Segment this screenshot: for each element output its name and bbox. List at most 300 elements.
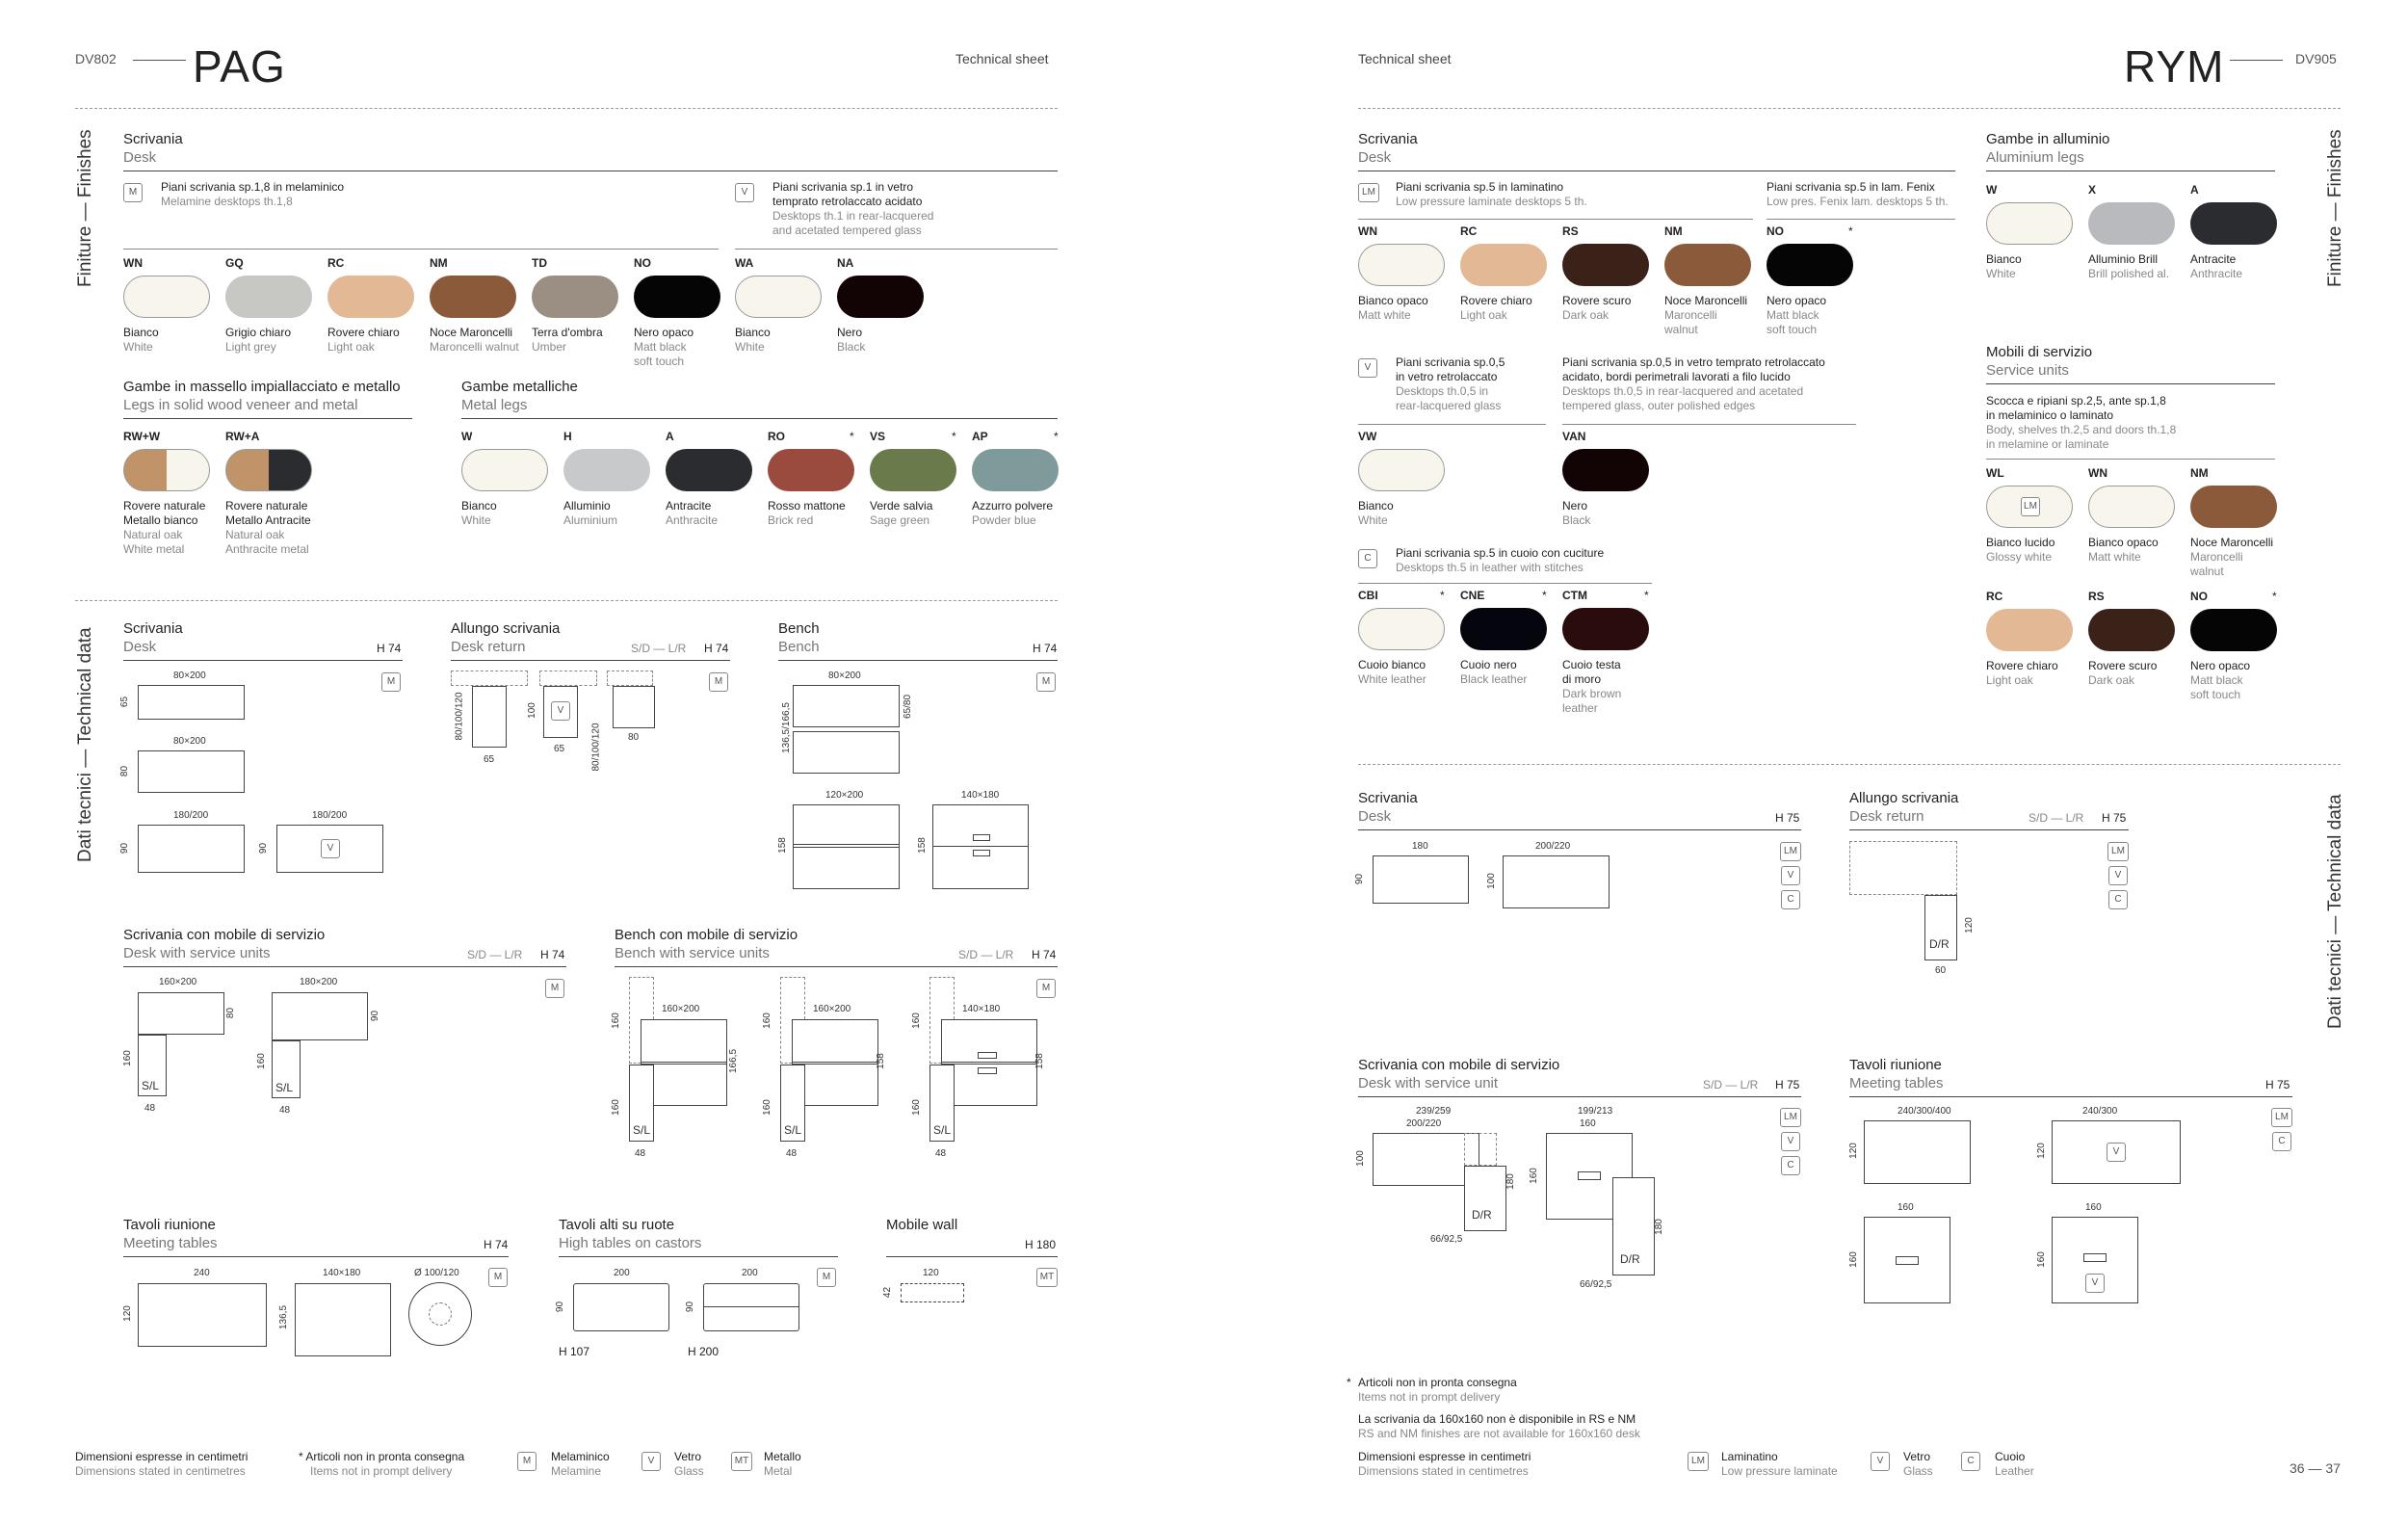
footer-note: * Articoli non in pronta consegna — [299, 1450, 465, 1463]
divider — [451, 660, 730, 661]
side-label: S/L — [933, 1123, 952, 1137]
glass-text: acidato, bordi perimetrali lavorati a filo lucido — [1562, 370, 1791, 383]
side-label: S/D — L/R — [1703, 1078, 1759, 1091]
bench-divider — [793, 844, 900, 848]
dimension-label: 160 — [1528, 1168, 1539, 1184]
finish-name-en: White metal — [123, 542, 185, 556]
divider — [559, 1256, 838, 1257]
dimension-label: 136,5/166,5 — [780, 702, 792, 753]
laminate-tag: LM — [2021, 497, 2040, 516]
side-label: S/L — [275, 1081, 294, 1094]
dimension-label: 180 — [1412, 841, 1428, 852]
side-label: S/L — [784, 1123, 802, 1137]
dimension-label: 180 — [1505, 1173, 1516, 1190]
desk-glass-text: Piani scrivania sp.1 in vetro — [772, 180, 914, 194]
finish-name-en: Maroncelli walnut — [430, 340, 519, 354]
legend-label-en: Melamine — [551, 1464, 602, 1478]
melamine-tag: M — [1036, 979, 1056, 998]
dimension-label: 200 — [742, 1268, 758, 1278]
finish-code: RS — [2088, 590, 2105, 603]
glass-text: Piani scrivania sp.0,5 — [1396, 355, 1505, 369]
side-title-finishes: Finiture — Finishes — [75, 129, 95, 287]
melamine-tag: M — [488, 1268, 508, 1287]
laminate-tag: LM — [1688, 1452, 1709, 1471]
desk-outline — [539, 670, 597, 686]
height-label: H 75 — [2265, 1078, 2290, 1091]
divider — [1986, 459, 2275, 460]
finish-swatch — [972, 449, 1059, 491]
finish-swatch — [2088, 486, 2175, 528]
side-label: S/D — L/R — [631, 642, 687, 655]
section-title: Gambe metalliche — [461, 379, 578, 395]
finish-name: Nero — [837, 326, 863, 339]
dimension-label: 48 — [279, 1105, 291, 1116]
dimension-label: 240/300/400 — [1898, 1106, 1951, 1117]
divider — [1358, 1096, 1801, 1097]
desk-glass-text-en: Desktops th.1 in rear-lacquered — [772, 209, 934, 223]
side-label: S/L — [142, 1079, 160, 1092]
section-subtitle: Desk — [123, 149, 157, 166]
glass-tag: V — [1781, 866, 1800, 885]
section-subtitle: Legs in solid wood veneer and metal — [123, 397, 358, 413]
not-in-stock-mark: * — [1440, 589, 1445, 602]
divider — [123, 660, 403, 661]
height-label: H 74 — [704, 642, 729, 655]
header-label: Technical sheet — [1358, 51, 1452, 66]
finish-swatch — [1767, 244, 1853, 286]
section-subtitle: Metal legs — [461, 397, 528, 413]
header-label: Technical sheet — [955, 51, 1049, 66]
glass-text-en: Desktops th.0,5 in — [1396, 384, 1489, 398]
finish-name-en: walnut — [1664, 323, 1698, 336]
not-in-stock-mark: * — [1644, 589, 1649, 602]
desk-glass-text-en: and acetated tempered glass — [772, 223, 922, 237]
legend-label: Melaminico — [551, 1450, 610, 1463]
dimension-label: 240/300 — [2082, 1106, 2118, 1117]
finish-swatch — [327, 276, 414, 318]
dimension-label: 48 — [935, 1148, 947, 1159]
finish-swatch — [768, 449, 854, 491]
desk-outline — [1849, 841, 1957, 895]
desk-glass-text: temprato retrolaccato acidato — [772, 195, 923, 208]
finish-name-en: Black leather — [1460, 672, 1528, 686]
finish-code: NA — [837, 256, 854, 270]
finish-swatch — [1664, 244, 1751, 286]
finish-name-en: Dark oak — [1562, 308, 1610, 322]
dimension-label: 48 — [144, 1103, 156, 1114]
glass-tag: V — [551, 701, 570, 721]
divider — [778, 660, 1058, 661]
finish-code: GQ — [225, 256, 244, 270]
divider — [1358, 108, 2341, 109]
section-title: Scrivania — [123, 131, 183, 147]
cable-box — [1578, 1171, 1601, 1180]
legend-label-en: Glass — [674, 1464, 704, 1478]
finish-code: TD — [532, 256, 547, 270]
finish-swatch — [1562, 608, 1649, 650]
section-subtitle: Desk return — [1849, 808, 1924, 825]
finish-name: Bianco opaco — [1358, 294, 1428, 307]
dimension-label: 160×200 — [159, 977, 197, 987]
footer-note: Dimensioni espresse in centimetri — [75, 1450, 249, 1463]
cable-box — [973, 834, 990, 841]
section-title: Scrivania — [123, 620, 183, 637]
dimension-label: 200/220 — [1535, 841, 1571, 852]
cable-box — [1896, 1256, 1919, 1265]
bench-drawing — [932, 804, 1029, 889]
side-label: S/D — L/R — [958, 948, 1014, 961]
finish-name-en: Glossy white — [1986, 550, 2053, 564]
finish-code: VAN — [1562, 430, 1586, 443]
finish-code: CTM — [1562, 589, 1587, 602]
dimension-label: 120 — [1963, 917, 1975, 933]
legend-label: Metallo — [764, 1450, 801, 1463]
divider — [1358, 424, 1546, 425]
dimension-label: 65 — [554, 744, 565, 754]
finish-name-en: Anthracite — [2190, 267, 2243, 280]
dimension-label: 100 — [1485, 873, 1497, 889]
footer-note: Dimensioni espresse in centimetri — [1358, 1450, 1531, 1463]
laminate-tag: LM — [2107, 842, 2129, 861]
finish-name: Nero opaco — [2190, 659, 2251, 672]
bench-drawing — [793, 685, 900, 727]
finish-swatch — [870, 449, 956, 491]
finish-name-en: White — [123, 340, 153, 354]
divider — [123, 249, 719, 250]
glass-text: Piani scrivania sp.0,5 in vetro temprato retrolaccato — [1562, 355, 1825, 369]
dimension-label: 160 — [910, 1012, 922, 1029]
glass-text: in vetro retrolaccato — [1396, 370, 1498, 383]
melamine-tag: M — [123, 183, 143, 202]
dimension-label: 65 — [119, 696, 131, 708]
finish-swatch — [532, 276, 618, 318]
dimension-label: 200 — [614, 1268, 630, 1278]
divider — [615, 966, 1058, 967]
not-in-stock-mark: * — [1848, 224, 1853, 238]
finish-name-en: Anthracite — [666, 513, 719, 527]
glass-tag: V — [735, 183, 754, 202]
glass-tag: V — [1358, 358, 1377, 378]
dimension-label: 120 — [1847, 1143, 1859, 1159]
finish-name-en: Matt white — [1358, 308, 1411, 322]
finish-name-en: Light oak — [1986, 673, 2033, 687]
finish-name: Metallo bianco — [123, 513, 198, 527]
laminate-tag: LM — [2271, 1108, 2292, 1127]
bench-divider — [932, 846, 1029, 847]
section-title: Allungo scrivania — [1849, 790, 1959, 806]
finish-swatch — [461, 449, 548, 491]
high-table-divider — [703, 1306, 799, 1307]
dimension-label: 160 — [121, 1050, 133, 1066]
dimension-label: 60 — [1935, 965, 1947, 976]
dimension-label: 199/213 — [1578, 1106, 1613, 1117]
finish-swatch — [1562, 244, 1649, 286]
legend-label-en: Metal — [764, 1464, 793, 1478]
side-label: D/R — [1472, 1208, 1492, 1222]
finish-name: Bianco opaco — [2088, 536, 2159, 549]
finish-code: RW+W — [123, 430, 161, 443]
finish-swatch — [2088, 202, 2175, 245]
high-table-drawing — [573, 1283, 669, 1331]
section-subtitle: Meeting tables — [1849, 1075, 1944, 1091]
finish-name: Cuoio nero — [1460, 658, 1517, 671]
finish-name: Azzurro polvere — [972, 499, 1054, 513]
finish-name: Nero — [1562, 499, 1588, 513]
dimension-label: 160 — [1898, 1202, 1914, 1213]
dimension-label: 120 — [2035, 1143, 2047, 1159]
product-code: DV802 — [75, 51, 117, 66]
dimension-label: 120 — [121, 1305, 133, 1322]
cable-box — [973, 850, 990, 856]
finish-swatch — [225, 276, 312, 318]
cable-box — [978, 1052, 997, 1059]
height-label: H 74 — [484, 1238, 509, 1251]
finish-code: H — [563, 430, 572, 443]
finish-code: NM — [2190, 466, 2209, 480]
height-label: H 75 — [1775, 811, 1800, 825]
finish-name-en: Light oak — [1460, 308, 1507, 322]
return-drawing — [472, 686, 507, 748]
dimension-label: 180/200 — [173, 810, 209, 821]
divider — [1849, 829, 2129, 830]
side-label: S/D — L/R — [467, 948, 523, 961]
dimension-label: 90 — [258, 842, 270, 855]
finish-swatch — [1562, 449, 1649, 491]
section-title: Tavoli riunione — [1849, 1057, 1942, 1073]
finish-name-en: Brill polished al. — [2088, 267, 2170, 280]
dimension-label: 90 — [685, 1301, 696, 1313]
dimension-label: 160 — [1847, 1251, 1859, 1268]
finish-code: RC — [1460, 224, 1478, 238]
melamine-tag: M — [381, 672, 401, 692]
dimension-label: 180 — [1653, 1219, 1664, 1235]
finish-code: VS — [870, 430, 886, 443]
finish-name-en: Dark oak — [2088, 673, 2135, 687]
dimension-label: 80×200 — [173, 736, 206, 747]
height-label: H 74 — [540, 948, 565, 961]
finish-code: NM — [1664, 224, 1683, 238]
section-title: Tavoli alti su ruote — [559, 1217, 675, 1233]
dimension-label: 80×200 — [173, 670, 206, 681]
dimension-label: 136,5 — [278, 1304, 290, 1330]
leather-tag: C — [1781, 890, 1800, 909]
finish-name-en: White — [461, 513, 491, 527]
finish-name: Noce Maroncelli — [1664, 294, 1748, 307]
divider — [1767, 219, 1955, 220]
desk-drawing — [138, 825, 245, 873]
finish-name-en: Black — [837, 340, 866, 354]
section-subtitle: Desk — [1358, 808, 1392, 825]
legend-label: Vetro — [674, 1450, 702, 1463]
leather-tag: C — [1358, 549, 1377, 568]
finish-name: Rovere naturale — [225, 499, 308, 513]
desk-drawing — [1503, 855, 1610, 908]
divider — [1358, 829, 1801, 830]
finish-name: Grigio chiaro — [225, 326, 292, 339]
dimension-label: 100 — [526, 702, 537, 719]
section-subtitle: Desk with service units — [123, 945, 271, 961]
section-subtitle: Desk — [123, 639, 157, 655]
metal-tag: MT — [1036, 1268, 1058, 1287]
finish-swatch — [1358, 449, 1445, 491]
dimension-label: 158 — [916, 837, 928, 854]
return-drawing — [613, 686, 655, 728]
dimension-label: 120 — [923, 1268, 939, 1278]
dimension-label: 120×200 — [825, 790, 864, 801]
desk-fenix-text-en: Low pres. Fenix lam. desktops 5 th. — [1767, 195, 1949, 208]
dimension-label: 160×200 — [662, 1004, 700, 1014]
section-title: Tavoli riunione — [123, 1217, 216, 1233]
leather-tag: C — [1961, 1452, 1980, 1471]
desk-drawing — [272, 992, 368, 1040]
not-in-stock-mark: * — [1542, 589, 1547, 602]
dimension-label: 160 — [255, 1053, 267, 1069]
finish-code: RC — [327, 256, 345, 270]
footer-note-en: Dimensions stated in centimetres — [1358, 1464, 1529, 1478]
product-name: PAG — [193, 41, 286, 92]
dimension-label: 180×200 — [300, 977, 338, 987]
dimension-label: 160 — [2035, 1251, 2047, 1268]
finish-code: WN — [1358, 224, 1377, 238]
finish-swatch — [2190, 486, 2277, 528]
melamine-tag: M — [709, 672, 728, 692]
dimension-label: 65/80 — [903, 694, 914, 720]
finish-name-en: Matt black — [634, 340, 687, 354]
section-subtitle: Bench — [778, 639, 820, 655]
finish-name: Bianco — [123, 326, 159, 339]
height-label: H 74 — [377, 642, 402, 655]
section-title: Mobili di servizio — [1986, 344, 2093, 360]
finish-code: NO — [634, 256, 651, 270]
side-title-technical: Dati tecnici — Technical data — [75, 627, 95, 862]
dimension-label: 90 — [370, 1010, 381, 1022]
leather-tag: C — [2108, 890, 2128, 909]
finish-name: Rosso mattone — [768, 499, 846, 513]
legend-label: Vetro — [1903, 1450, 1931, 1463]
height-label: H 107 — [559, 1345, 590, 1358]
laminate-tag: LM — [1358, 183, 1379, 202]
dimension-label: 90 — [1354, 873, 1366, 885]
divider — [886, 1256, 1058, 1257]
legend-label-en: Leather — [1995, 1464, 2034, 1478]
finish-name: Rovere chiaro — [327, 326, 400, 339]
dimension-label: 160 — [2085, 1202, 2102, 1213]
section-title: Mobile wall — [886, 1217, 958, 1233]
divider — [1562, 424, 1856, 425]
section-subtitle: Desk return — [451, 639, 526, 655]
finish-swatch — [735, 276, 822, 318]
height-label: H 75 — [2102, 811, 2127, 825]
section-subtitle: Service units — [1986, 362, 2069, 379]
finish-code: CNE — [1460, 589, 1485, 602]
finish-name-en: Natural oak — [225, 528, 285, 541]
legend-label: Laminatino — [1721, 1450, 1778, 1463]
desk-fenix-text: Piani scrivania sp.5 in lam. Fenix — [1767, 180, 1935, 194]
dimension-label: 65 — [484, 754, 495, 765]
dimension-label: 160×200 — [813, 1004, 851, 1014]
divider — [1358, 219, 1753, 220]
finish-name: Terra d'ombra — [532, 326, 603, 339]
dimension-label: 239/259 — [1416, 1106, 1452, 1117]
desk-melamine-text-en: Melamine desktops th.1,8 — [161, 195, 293, 208]
melamine-tag: M — [817, 1268, 836, 1287]
section-title: Bench con mobile di servizio — [615, 927, 798, 943]
glass-text-en: rear-lacquered glass — [1396, 399, 1502, 412]
section-subtitle: Bench with service units — [615, 945, 770, 961]
glass-tag: V — [321, 839, 340, 858]
finish-name: Rovere scuro — [2088, 659, 2158, 672]
desk-outline — [607, 670, 653, 686]
dimension-label: 80/100/120 — [590, 723, 602, 772]
leather-tag: C — [2272, 1132, 2291, 1151]
finish-code: A — [2190, 183, 2199, 197]
finish-name-en: White — [1986, 267, 2016, 280]
finish-swatch — [430, 276, 516, 318]
finish-code: NO — [2190, 590, 2208, 603]
finish-name-en: Natural oak — [123, 528, 183, 541]
leather-tag: C — [1781, 1156, 1800, 1175]
dimension-label: 158 — [1034, 1053, 1045, 1069]
melamine-tag: M — [545, 979, 564, 998]
meeting-table-drawing — [295, 1283, 391, 1356]
finish-name: Bianco — [735, 326, 771, 339]
desk-laminate-text: Piani scrivania sp.5 in laminatino — [1396, 180, 1564, 194]
finish-name-en: Sage green — [870, 513, 930, 527]
metal-tag: MT — [731, 1452, 752, 1471]
finish-name: Rovere chiaro — [1986, 659, 2058, 672]
height-label: H 74 — [1032, 948, 1057, 961]
section-subtitle: Desk — [1358, 149, 1392, 166]
finish-name-en: soft touch — [634, 355, 685, 368]
note-text-en: RS and NM finishes are not available for 160x160 desk — [1358, 1427, 1640, 1440]
not-in-stock-mark: * — [1054, 430, 1059, 443]
divider — [1986, 383, 2275, 384]
dimension-label: 140×180 — [962, 1004, 1001, 1014]
note-text: La scrivania da 160x160 non è disponibile in RS e NM — [1358, 1412, 1636, 1426]
glass-text-en: tempered glass, outer polished edges — [1562, 399, 1756, 412]
dimension-label: 80 — [628, 732, 640, 743]
meeting-table-drawing — [138, 1283, 267, 1347]
leather-text-en: Desktops th.5 in leather with stitches — [1396, 561, 1584, 574]
note-text: Articoli non in pronta consegna — [1358, 1376, 1517, 1389]
finish-name: Antracite — [2190, 252, 2237, 266]
section-subtitle: Desk with service unit — [1358, 1075, 1499, 1091]
mobile-wall-drawing — [901, 1283, 964, 1302]
desk-drawing — [138, 685, 245, 720]
finish-code: NO — [1767, 224, 1784, 238]
dimension-label: 160 — [910, 1099, 922, 1116]
finish-name: Noce Maroncelli — [2190, 536, 2274, 549]
glass-tag: V — [2107, 1143, 2126, 1162]
dimension-label: 80 — [225, 1007, 237, 1019]
page-number: 36 — 37 — [2290, 1460, 2341, 1476]
finish-name-en: Anthracite metal — [225, 542, 309, 556]
finish-swatch — [837, 276, 924, 318]
dimension-label: 66/92,5 — [1430, 1234, 1463, 1245]
finish-swatch — [2190, 609, 2277, 651]
leather-text: Piani scrivania sp.5 in cuoio con cuciture — [1396, 546, 1605, 560]
divider — [75, 108, 1058, 109]
product-code: DV905 — [2295, 51, 2337, 66]
divider — [123, 418, 412, 419]
finish-name-en: soft touch — [2190, 688, 2241, 701]
finish-name: Bianco — [1358, 499, 1394, 513]
section-subtitle: Aluminium legs — [1986, 149, 2084, 166]
glass-tag: V — [2085, 1274, 2105, 1293]
units-text-en: Body, shelves th.2,5 and doors th.1,8 — [1986, 423, 2177, 436]
finish-name: Bianco — [1986, 252, 2022, 266]
laminate-tag: LM — [1780, 1108, 1801, 1127]
